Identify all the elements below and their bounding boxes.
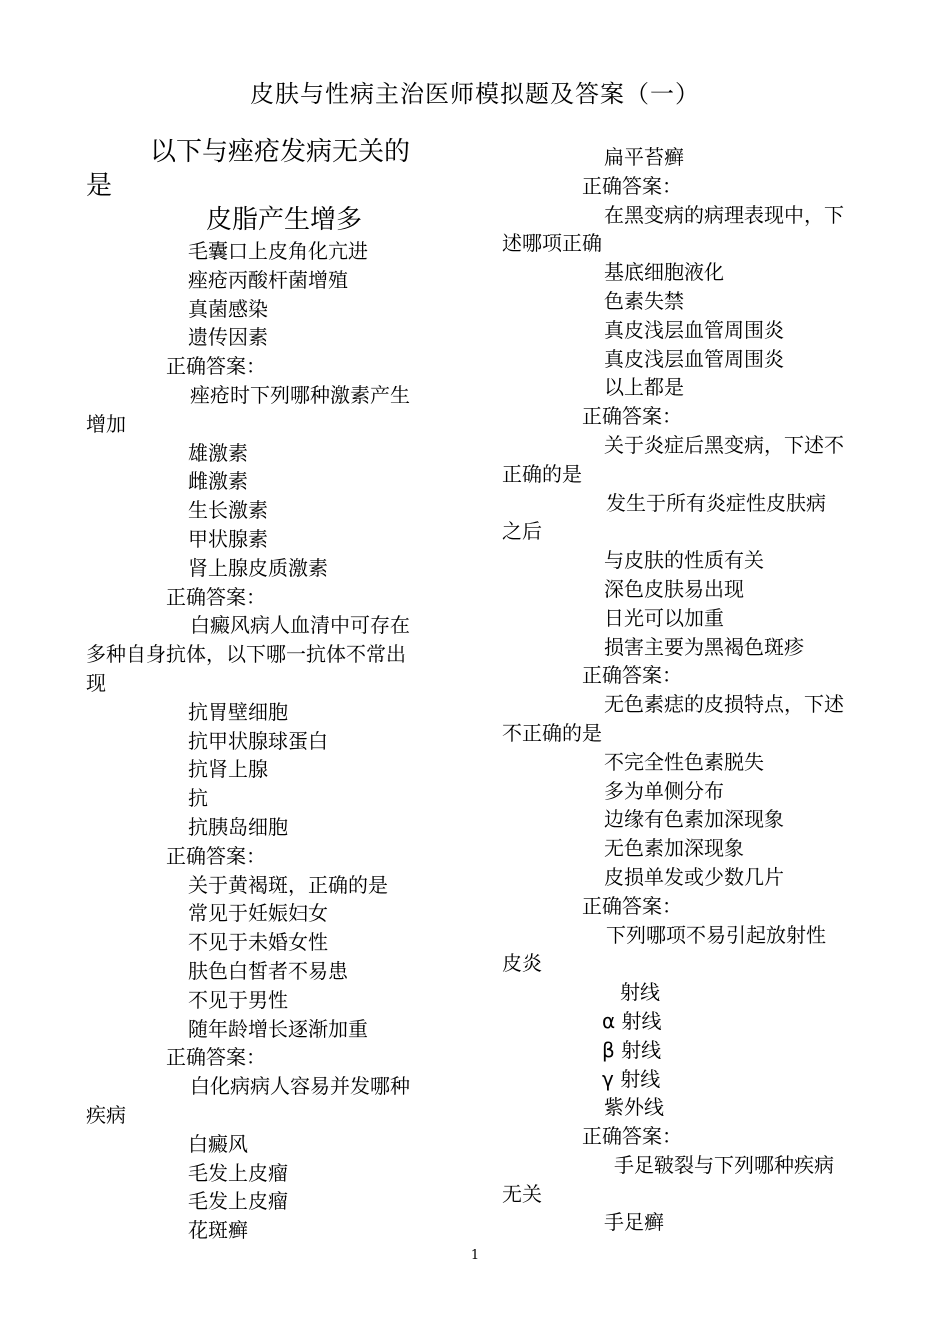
text-line: 关于炎症后黑变病，下述不 (604, 432, 844, 457)
text-line: 日光可以加重 (604, 605, 724, 630)
text-line: 抗 (188, 786, 208, 811)
text-line: 无色素加深现象 (604, 836, 744, 861)
text-line: 多种自身抗体，以下哪一抗体不常出 (86, 642, 406, 667)
text-line: 生长激素 (188, 498, 268, 523)
text-line: 花斑癣 (188, 1218, 248, 1243)
text-line: β 射线 (602, 1037, 662, 1062)
text-line: 真皮浅层血管周围炎 (604, 317, 784, 342)
text-line: 正确的是 (502, 461, 582, 486)
left-column (86, 135, 466, 1245)
text-line: 发生于所有炎症性皮肤病 (606, 490, 826, 515)
text-line: 肤色白皙者不易患 (188, 958, 348, 983)
text-line: 皮脂产生增多 (206, 205, 363, 235)
text-line: γ 射线 (602, 1066, 661, 1091)
document-title: 皮肤与性病主治医师模拟题及答案（一） (250, 80, 700, 108)
text-line: 边缘有色素加深现象 (604, 807, 784, 832)
text-line: 不见于男性 (188, 987, 288, 1012)
text-line: 皮损单发或少数几片 (604, 864, 784, 889)
text-line: 正确答案： (166, 584, 266, 609)
text-line: 随年龄增长逐渐加重 (188, 1016, 368, 1041)
text-line: 白癜风病人血清中可存在 (190, 613, 410, 638)
text-line: 射线 (620, 980, 660, 1005)
right-column (502, 143, 872, 1237)
text-line: 现 (86, 670, 106, 695)
text-line: 扁平苔癣 (604, 145, 684, 169)
text-line: 无关 (502, 1181, 542, 1206)
text-line: 关于黄褐斑，正确的是 (188, 872, 388, 897)
text-line: 甲状腺素 (188, 526, 268, 551)
text-line: 下列哪项不易引起放射性 (606, 922, 826, 947)
text-line: 之后 (502, 519, 542, 544)
text-line: 手足皲裂与下列哪种疾病 (614, 1152, 834, 1177)
text-line: 雄激素 (188, 440, 248, 465)
text-line: 不正确的是 (502, 720, 602, 745)
text-line: 毛发上皮瘤 (188, 1189, 288, 1214)
text-line: 无色素痣的皮损特点，下述 (604, 692, 844, 717)
text-line: 抗甲状腺球蛋白 (188, 728, 328, 753)
text-line: 深色皮肤易出现 (604, 576, 744, 601)
text-line: 正确答案： (582, 173, 682, 198)
text-line: 手足癣 (604, 1210, 664, 1235)
text-line: 抗胰岛细胞 (188, 814, 288, 839)
text-line: 毛发上皮瘤 (188, 1160, 288, 1185)
text-line: 真皮浅层血管周围炎 (604, 346, 784, 371)
text-line: 正确答案： (166, 843, 266, 868)
text-line: 基底细胞液化 (604, 260, 724, 285)
text-line: 白化病病人容易并发哪种 (190, 1074, 410, 1099)
text-line: 真菌感染 (188, 296, 268, 321)
text-line: 不完全性色素脱失 (604, 749, 764, 774)
text-line: 多为单侧分布 (604, 778, 724, 803)
text-line: 与皮肤的性质有关 (604, 548, 764, 573)
text-line: 皮炎 (502, 951, 542, 976)
text-line: 正确答案： (582, 893, 682, 918)
text-line: 正确答案： (166, 354, 266, 379)
text-line: 是 (86, 171, 113, 201)
page-number: 1 (470, 1248, 480, 1263)
text-line: 损害主要为黑褐色斑疹 (604, 634, 804, 659)
text-line: 抗肾上腺 (188, 757, 268, 782)
text-line: 痤疮时下列哪种激素产生 (190, 382, 410, 407)
text-line: 紫外线 (604, 1095, 664, 1120)
text-line: 以下与痤疮发病无关的 (150, 137, 411, 167)
text-line: 在黑变病的病理表现中，下 (604, 202, 844, 227)
text-line: 疾病 (86, 1102, 126, 1127)
text-line: 以上都是 (604, 375, 684, 400)
text-line: 正确答案： (582, 404, 682, 429)
text-line: 正确答案： (582, 663, 682, 688)
text-line: 白癜风 (188, 1131, 248, 1156)
text-line: 常见于妊娠妇女 (188, 901, 328, 926)
text-line: 不见于未婚女性 (188, 930, 328, 955)
text-line: 述哪项正确 (502, 231, 602, 256)
text-line: α 射线 (602, 1008, 662, 1033)
text-line: 雌激素 (188, 469, 248, 494)
text-line: 痤疮丙酸杆菌增殖 (188, 267, 348, 292)
text-line: 正确答案： (582, 1124, 682, 1149)
text-line: 毛囊口上皮角化亢进 (188, 239, 368, 263)
text-line: 抗胃壁细胞 (188, 699, 288, 724)
text-line: 遗传因素 (188, 325, 268, 350)
text-line: 增加 (86, 411, 126, 436)
text-line: 色素失禁 (604, 288, 684, 313)
text-line: 肾上腺皮质激素 (188, 555, 328, 580)
text-line: 正确答案： (166, 1045, 266, 1070)
